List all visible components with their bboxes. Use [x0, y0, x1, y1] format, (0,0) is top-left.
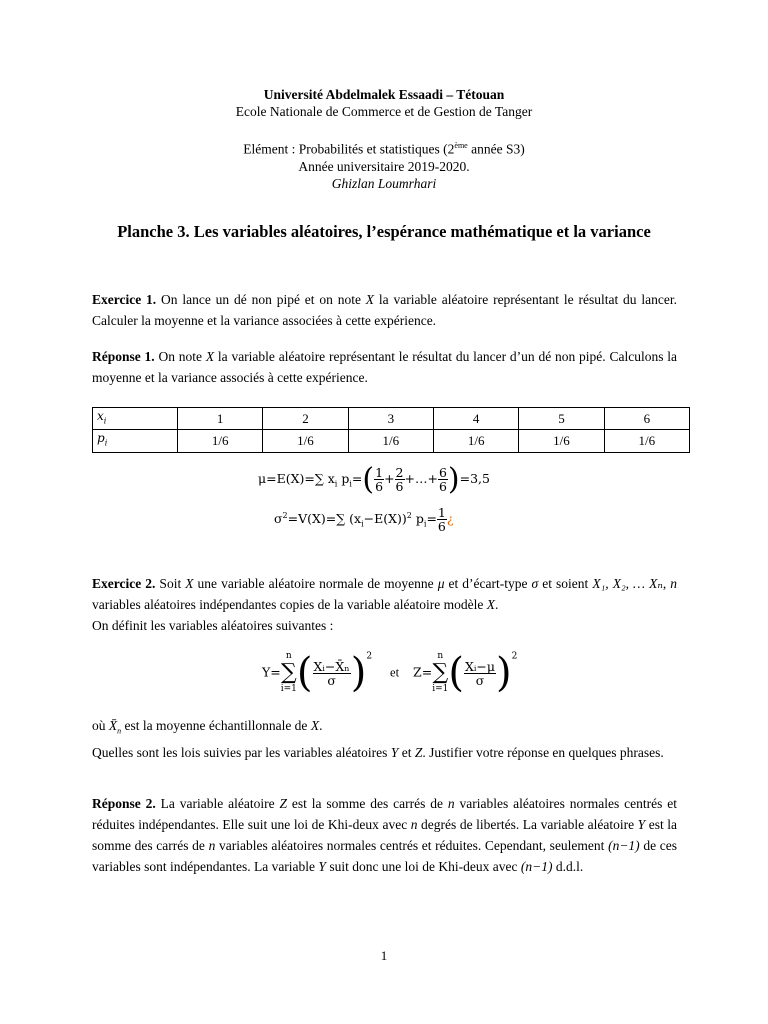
mean-note: où $X̄_n$ est la moyenne échantillonnale de X. Quelles sont les lois suivies par les variables aléatoires Y et Z. Justifier votre réponse en quelques phrases. [92, 718, 664, 760]
table-cell: 1/6 [519, 430, 604, 452]
table-cell: 1/6 [178, 430, 263, 452]
table-cell: 2 [263, 408, 348, 430]
course-element: Elément : Probabilités et statistiques (2ème année S3) [243, 141, 525, 157]
table-cell: 1/6 [604, 430, 689, 452]
formula-mean: μ=E(X)=∑ $x_i$ $p_i=$( $\frac{1}{6}$ + $\frac{2}{6}$ +…+ $\frac{6}{6}$ )=3,5 [258, 462, 490, 497]
answer-1-label: Réponse 1. [92, 349, 155, 364]
page-number: 1 [380, 948, 388, 963]
table-cell: 1/6 [348, 430, 433, 452]
table-row-x [93, 408, 690, 430]
academic-year: Année universitaire 2019-2020. [298, 158, 470, 174]
table-cell: 6 [604, 408, 689, 430]
document-header [0, 86, 768, 192]
table-row-p [93, 430, 690, 452]
table-header-p: $p_i$ [93, 430, 178, 452]
probability-table [92, 407, 690, 453]
exercise-2: Exercice 2. Soit X une variable aléatoire normale de moyenne μ et d’écart-type σ et soient X₁, X₂, … Xₙ, n variables aléatoires indépendantes copies de la variable aléatoire modèle X. On définit les variables aléatoires suivantes : [92, 576, 677, 633]
answer-1: Réponse 1. On note X la variable aléatoire représentant le résultat du lancer d’un dé non pipé. Calculons la moyenne et la variance associés à cette expérience. [92, 349, 677, 385]
table-header-x: $x_i$ [93, 408, 178, 430]
table-cell: 4 [433, 408, 518, 430]
table-cell: 1/6 [263, 430, 348, 452]
answer-2-label: Réponse 2. [92, 796, 156, 811]
author-name: Ghizlan Loumrhari [331, 175, 437, 191]
table-cell: 1/6 [433, 430, 518, 452]
exercise-2-label: Exercice 2. [92, 576, 156, 591]
table-cell: 5 [519, 408, 604, 430]
formula-variance: $\sigma^2=V(X)=\sum$ $(x_i-E(X))^2$ $p_i=$ $\frac{1}{6}$ ¿ [274, 505, 454, 534]
exercise-1: Exercice 1. On lance un dé non pipé et on note X la variable aléatoire représentant le résultat du lancer. Calculer la moyenne et la variance associées à cette expérience. [92, 292, 677, 328]
answer-2: Réponse 2. La variable aléatoire Z est la somme des carrés de n variables aléatoires normales centrés et réduites indépendantes. Elle suit une loi de Khi-deux avec n degrés de libertés. La variable aléatoire Y est la somme des carrés de n variables aléatoires normales centrés et réduites. Cependant, seulement (n−1) de ces variables sont indépendantes. La variable Y suit donc une loi de Khi-deux avec (n−1) d.d.l. [92, 796, 677, 874]
school-name: Ecole Nationale de Commerce et de Gestion de Tanger [235, 104, 533, 119]
definition-line: On définit les variables aléatoires suivantes : [92, 618, 334, 633]
university-name: Université Abdelmalek Essaadi – Tétouan [263, 87, 505, 102]
table-cell: 3 [348, 408, 433, 430]
formula-y-z: Y=n ∑ i=1( $\frac{\text{Xᵢ−X̄ₙ}}{\sigma}$ )$^2$ et Z=n ∑ i=1( $\frac{\text{Xᵢ−μ}}{\sigma}$ )$^2$ [262, 650, 518, 696]
exercise-1-label: Exercice 1. [92, 292, 157, 307]
table-cell: 1 [178, 408, 263, 430]
page-title: Planche 3. Les variables aléatoires, l’espérance mathématique et la variance [117, 222, 651, 241]
